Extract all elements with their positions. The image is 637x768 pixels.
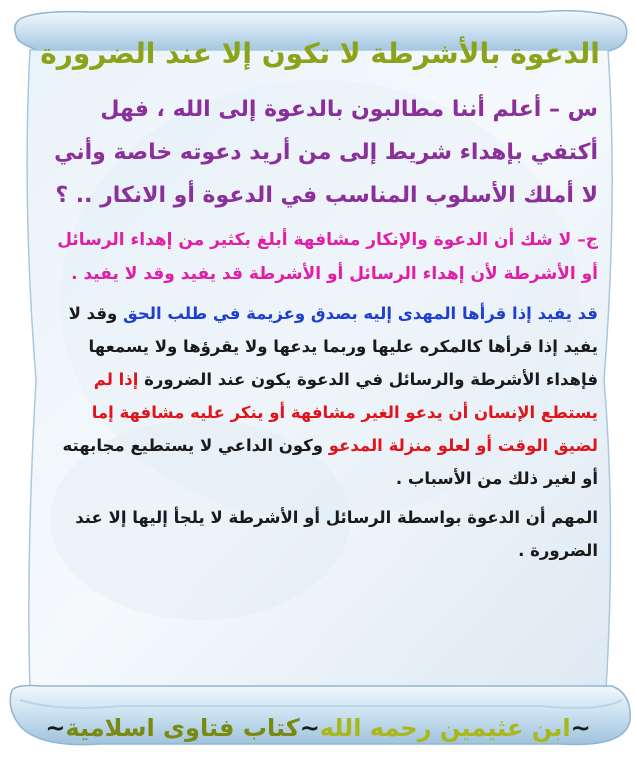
question-text: س – أعلم أننا مطالبون بالدعوة إلى الله ، فهل أكتفي بإهداء شريط إلى من أريد دعوته خاصة وأني لا أملك الأسلوب المناسب في الدعوة أو الانكار .. ؟ [54,97,598,208]
footer-attribution [8,706,628,750]
explanation-text-continued: وكون الداعي لا يستطيع مجابهته أو لغير ذلك من الأسباب . [62,436,598,488]
explanation-text: وقد لا يفيد إذا قرأها كالمكره عليها وربما يدعها ولا يقرؤها ولا يسمعها فإهداء الأشرطة والرسائل في الدعوة يكون عند الضرورة [68,304,598,389]
footer-tilde: ~ [299,714,320,742]
footer-author: ابن عثيمين رحمه الله [319,714,571,742]
conclusion-paragraph: المهم أن الدعوة بواسطة الرسائل أو الأشرطة لا يلجأ إليها إلا عند الضرورة . [75,508,598,560]
fatwa-content [42,88,598,573]
footer-tilde: ~ [570,714,591,742]
explanation-paragraph [42,297,598,495]
footer-book: كتاب فتاوى اسلامية [65,714,300,742]
answer-text: ج– لا شك أن الدعوة والإنكار مشافهة أبلغ بكثير من إهداء الرسائل أو الأشرطة لأن إهداء الرسائل أو الأشرطة قد يفيد وقد لا يفيد . [57,230,598,284]
highlight-blue-text: قد يفيد إذا قرأها المهدى إليه بصدق وعزيمة في طلب الحق [123,304,598,323]
page-title: الدعوة بالأشرطة لا تكون إلا عند الضرورة [40,37,600,70]
highlight-red-text: إذا لم يستطع الإنسان أن يدعو الغير مشافهة أو ينكر عليه مشافهة إما لضيق الوقت أو لعلو منزلة المدعو [91,370,598,455]
footer-tilde: ~ [45,714,66,742]
